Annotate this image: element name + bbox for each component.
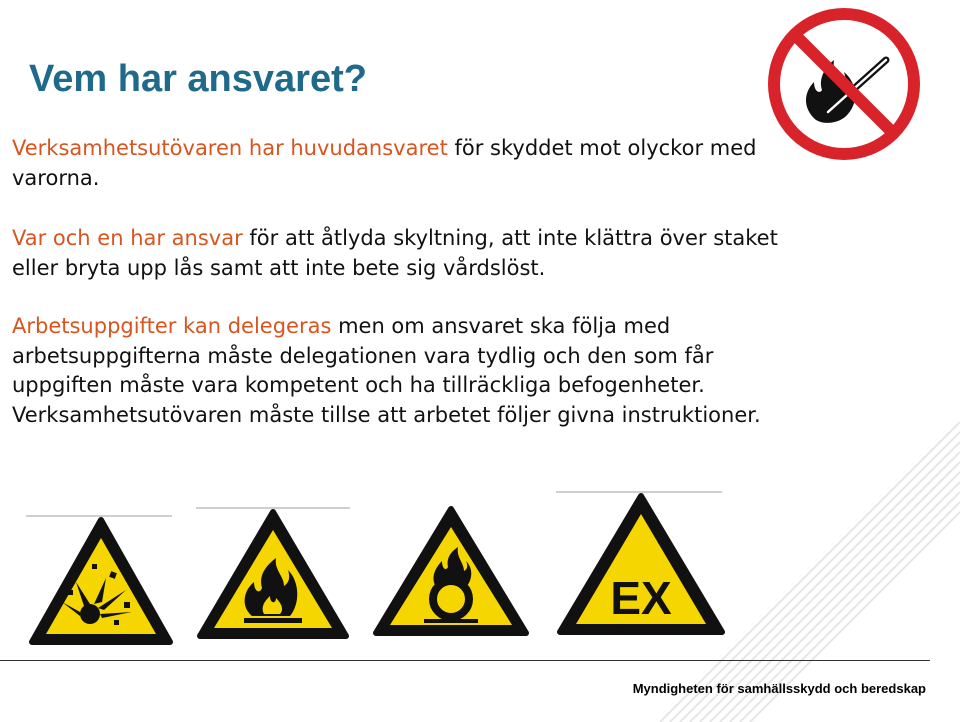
- footer-organization: Myndigheten för samhällsskydd och beredskap: [632, 681, 926, 696]
- explosive-warning-icon: [28, 516, 174, 648]
- body-text: för skyddet mot olyckor med varorna.: [12, 136, 757, 190]
- paragraph-individual-responsibility: [12, 224, 802, 283]
- paragraph-main-responsibility: [12, 134, 782, 193]
- body-text: för att åtlyda skyltning, att inte klättra över staket eller bryta upp lås samt att inte bete sig vårdslöst.: [12, 226, 778, 280]
- footer-divider: [0, 660, 930, 661]
- highlight-text: Var och en har ansvar: [12, 226, 243, 250]
- decorative-stripes: [660, 422, 960, 722]
- slide-title: Vem har ansvaret?: [29, 58, 367, 100]
- highlight-text: Arbetsuppgifter kan delegeras: [12, 314, 332, 338]
- ex-label: EX: [610, 572, 672, 624]
- oxidizing-warning-icon: [372, 505, 530, 639]
- highlight-text: Verksamhetsutövaren har huvudansvaret: [12, 136, 448, 160]
- body-text: men om ansvaret ska följa med arbetsuppgifterna måste delegationen vara tydlig och den som får uppgiften måste vara kompetent och ha tillräckliga befogenheter. Verksamhetsutövaren måste tillse att arbetet följer givna instruktioner.: [12, 314, 761, 427]
- flammable-warning-icon: [196, 508, 350, 642]
- no-open-flame-icon: [768, 8, 920, 160]
- paragraph-delegation: [12, 312, 802, 430]
